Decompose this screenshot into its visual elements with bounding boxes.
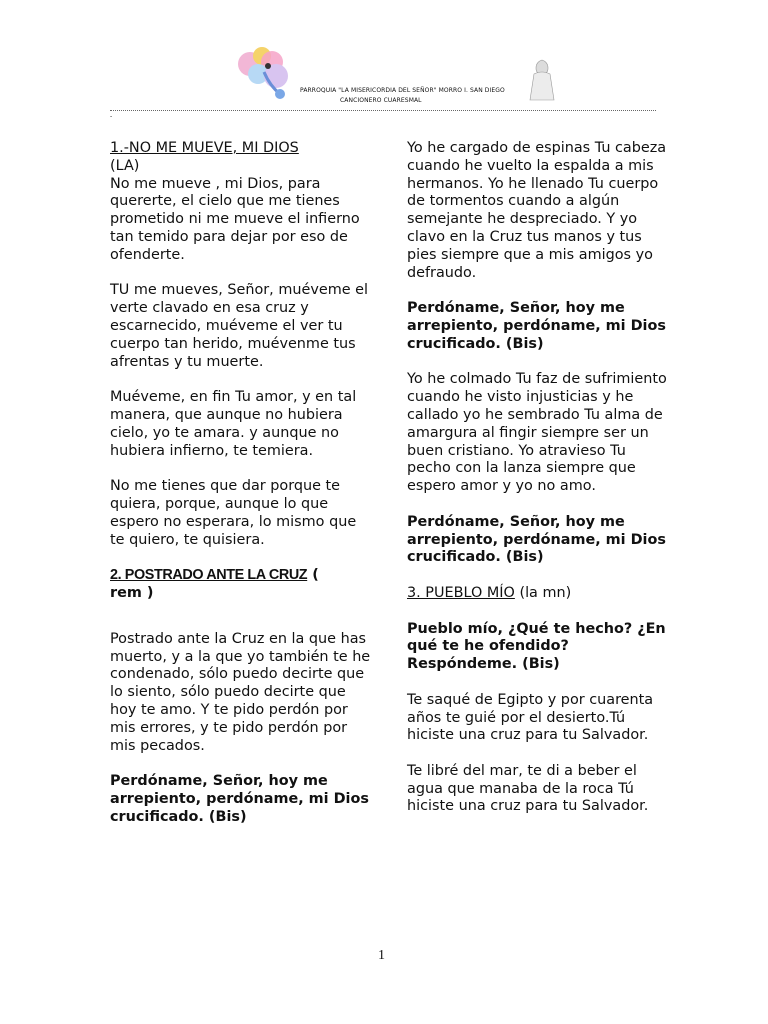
song-1-verse-1: No me mueve , mi Dios, para quererte, el cielo que me tienes prometido ni me mueve el infierno tan temido para dejar por eso de ofenderte.: [110, 175, 360, 263]
song-3-heading: [407, 585, 669, 603]
header-parish: PARROQUIA "LA MISERICORDIA DEL SEÑOR" MORRO I. SAN DIEGO: [300, 87, 505, 94]
song-3-verse-1: Te saqué de Egipto y por cuarenta años te guié por el desierto.Tú hiciste una cruz para tu Salvador.: [407, 691, 654, 744]
parish-logo-left: [236, 44, 306, 100]
song-2-verse-3: Yo he colmado Tu faz de sufrimiento cuando he visto injusticias y he callado yo he sembrado Tu alma de amargura al fingir siempre ser un buen cristiano. Yo atravieso Tu pecho con la lanza siempre que espero amor y yo no amo.: [407, 371, 667, 495]
song-1: [110, 140, 372, 265]
song-1-verse-4: No me tienes que dar porque te quiera, porque, aunque lo que espero no esperara, lo mismo que te quiero, te quisiera.: [110, 478, 357, 548]
song-3-verse-2: Te libré del mar, te di a beber el agua que manaba de la roca Tú hiciste una cruz para tu Salvador.: [407, 762, 649, 815]
song-2-heading: [110, 567, 372, 603]
song-3-refrain: Pueblo mío, ¿Qué te hecho? ¿En qué te he ofendido? Respóndeme. (Bis): [407, 620, 666, 673]
song-2-key: rem ): [110, 584, 154, 601]
header-songbook: CANCIONERO CUARESMAL: [340, 97, 422, 104]
song-2-chorus-2: Perdóname, Señor, hoy me arrepiento, perdóname, mi Dios crucificado. (Bis): [407, 300, 666, 352]
song-2-key-open: (: [307, 567, 319, 584]
song-1-title: 1.-NO ME MUEVE, MI DIOS: [110, 140, 299, 156]
song-1-key: (LA): [110, 157, 140, 174]
header-divider: [110, 110, 656, 111]
song-2-chorus: Perdóname, Señor, hoy me arrepiento, perdóname, mi Dios crucificado. (Bis): [110, 773, 369, 825]
song-3-title: 3. PUEBLO MÍO: [407, 584, 515, 601]
document-header: [300, 86, 505, 106]
song-2-title: 2. POSTRADO ANTE LA CRUZ: [110, 567, 308, 584]
song-2-verse-1: Postrado ante la Cruz en la que has muerto, y a la que yo también te he condenado, sólo puedo decirte que lo siento, sólo puedo decirte que hoy te amo. Y te pido perdón por mis errores, y te pido perdón por mis pecados.: [110, 630, 371, 754]
right-column: [407, 140, 669, 834]
song-2-chorus-3: Perdóname, Señor, hoy me arrepiento, perdóname, mi Dios crucificado. (Bis): [407, 513, 666, 566]
parish-logo-right: [528, 56, 556, 102]
song-2-verse-2: Yo he cargado de espinas Tu cabeza cuando he vuelto la espalda a mis hermanos. Yo he llenado Tu cuerpo de tormentos cuando a algún semejante he despreciado. Y yo clavo en la Cruz tus manos y tus pies siempre que a mis amigos yo defraudo.: [407, 140, 667, 281]
song-1-verse-3: Muéveme, en fin Tu amor, y en tal manera, que aunque no hubiera cielo, yo te amara. y aunque no hubiera infierno, te temiera.: [110, 389, 357, 459]
song-1-verse-2: TU me mueves, Señor, muéveme el verte clavado en esa cruz y escarnecido, muéveme el ver tu cuerpo tan herido, muévenme tus afrentas y tu muerte.: [110, 282, 368, 370]
song-3-key: (la mn): [514, 584, 572, 601]
header-dash: -: [110, 113, 113, 120]
page-number: 1: [378, 948, 385, 963]
left-column: [110, 140, 372, 844]
